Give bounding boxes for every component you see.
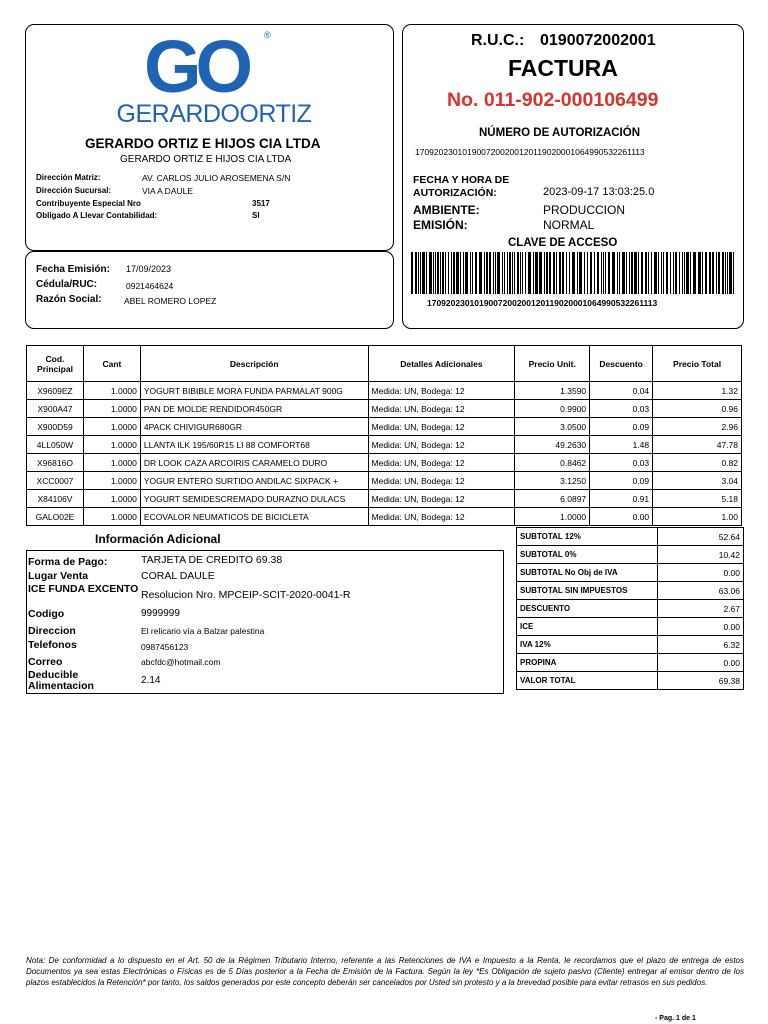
table-row: [27, 418, 742, 436]
col-header-unit-price: Precio Unit.: [515, 346, 590, 382]
totals-label: ICE: [517, 618, 658, 636]
item-code: X9609EZ: [27, 382, 84, 400]
deduct-label-line-1: Deducible: [28, 669, 79, 681]
ice-label: ICE FUNDA EXCENTO: [28, 583, 139, 595]
additional-info-box: [26, 550, 504, 694]
item-code: X84106V: [27, 490, 84, 508]
item-description: DR LOOK CAZA ARCOIRIS CARAMELO DURO: [140, 454, 368, 472]
items-table: [26, 345, 742, 526]
totals-row: [517, 528, 744, 546]
totals-row: [517, 582, 744, 600]
item-unit-price: 0.9900: [515, 400, 590, 418]
totals-row: [517, 636, 744, 654]
payment-value: TARJETA DE CREDITO 69.38: [141, 554, 283, 566]
sale-place-label: Lugar Venta: [28, 570, 89, 582]
totals-label: SUBTOTAL 12%: [517, 528, 658, 546]
code-value: 9999999: [141, 608, 180, 619]
item-qty: 1.0000: [83, 400, 140, 418]
access-key-label: CLAVE DE ACCESO: [508, 237, 618, 249]
item-discount: 0.09: [590, 472, 653, 490]
item-unit-price: 3.1250: [515, 472, 590, 490]
table-row: [27, 436, 742, 454]
item-total: 0.96: [653, 400, 742, 418]
col-header-code: Cod. Principal: [27, 346, 84, 382]
item-unit-price: 1.0000: [515, 508, 590, 526]
totals-label: SUBTOTAL SIN IMPUESTOS: [517, 582, 658, 600]
environment-label: AMBIENTE:: [413, 203, 480, 217]
item-description: 4PACK CHIVIGUR680GR: [140, 418, 368, 436]
totals-value: 6.32: [658, 636, 744, 654]
item-description: YOGURT SEMIDESCREMADO DURAZNO DULACS: [140, 490, 368, 508]
page-number: - Pag. 1 de 1: [655, 1015, 696, 1022]
item-unit-price: 3.0500: [515, 418, 590, 436]
logo-mark: GO: [144, 25, 248, 108]
totals-row: [517, 618, 744, 636]
item-description: PAN DE MOLDE RENDIDOR450GR: [140, 400, 368, 418]
item-qty: 1.0000: [83, 382, 140, 400]
item-unit-price: 6.0897: [515, 490, 590, 508]
accounting-label: Obligado A Llevar Contabilidad:: [36, 211, 158, 220]
item-discount: 1.48: [590, 436, 653, 454]
item-details: Medida: UN, Bodega: 12: [368, 436, 515, 454]
main-address: AV. CARLOS JULIO AROSEMENA S/N: [142, 173, 291, 183]
totals-row: [517, 672, 744, 690]
item-details: Medida: UN, Bodega: 12: [368, 418, 515, 436]
client-name: ABEL ROMERO LOPEZ: [124, 296, 217, 306]
table-row: [27, 508, 742, 526]
item-description: ECOVALOR NEUMATICOS DE BICICLETA: [140, 508, 368, 526]
item-qty: 1.0000: [83, 418, 140, 436]
table-row: [27, 454, 742, 472]
company-name-sub: GERARDO ORTIZ E HIJOS CIA LTDA: [120, 154, 292, 165]
special-taxpayer-label: Contribuyente Especial Nro: [36, 199, 141, 208]
item-discount: 0.03: [590, 454, 653, 472]
item-total: 1.32: [653, 382, 742, 400]
ruc-number: 0190072002001: [540, 32, 656, 49]
item-total: 3.04: [653, 472, 742, 490]
col-header-description: Descripción: [140, 346, 368, 382]
email-label: Correo: [28, 656, 63, 668]
legal-note: Nota: De conformidad a lo dispuesto en el Art. 50 de la Régimen Tributario Interno, referente a las Retenciones de IVA e Impuesto a la Renta, le recordamos que el plazo de entrega de estos Documentos ya sea estas Electrónicas o Físicas es de 5 Días posterior a la Fecha de Emisión de la Factura. Según la ley *Es Obligación de sujeto pasivo (Cliente) entregar al emisor dentro de los plazos establecidos la Retención* por tanto, los saldos generados por este concepto deberán ser cancelados por Usted sin protesto y a la brevedad posible para evitar retrasos en sus pedidos.: [26, 956, 744, 987]
item-total: 1.00: [653, 508, 742, 526]
item-unit-price: 0.8462: [515, 454, 590, 472]
item-details: Medida: UN, Bodega: 12: [368, 490, 515, 508]
item-description: YOGURT BIBIBLE MORA FUNDA PARMALAT 900G: [140, 382, 368, 400]
item-qty: 1.0000: [83, 472, 140, 490]
client-id: 0921464624: [126, 281, 174, 291]
environment-value: PRODUCCION: [543, 203, 626, 217]
item-discount: 0.00: [590, 508, 653, 526]
branch-address: VIA A DAULE: [142, 186, 194, 196]
ice-value: Resolucion Nro. MPCEIP-SCIT-2020-0041-R: [141, 589, 351, 601]
totals-label: VALOR TOTAL: [517, 672, 658, 690]
email-value: abcfdc@hotmail.com: [141, 657, 221, 667]
item-unit-price: 1.3590: [515, 382, 590, 400]
additional-info-title: Información Adicional: [95, 532, 221, 546]
main-address-label: Dirección Matriz:: [36, 173, 101, 182]
totals-value: 0.00: [658, 654, 744, 672]
sale-place-value: CORAL DAULE: [141, 570, 215, 582]
item-code: X96816O: [27, 454, 84, 472]
totals-label: IVA 12%: [517, 636, 658, 654]
logo-brand-name: GERARDOORTIZ: [116, 100, 312, 128]
accounting-value: SI: [252, 211, 260, 220]
item-qty: 1.0000: [83, 436, 140, 454]
auth-date-label-line-2: AUTORIZACIÓN:: [413, 187, 497, 199]
items-header-row: [27, 346, 742, 382]
totals-label: PROPINA: [517, 654, 658, 672]
col-header-discount: Descuento: [590, 346, 653, 382]
item-discount: 0.04: [590, 382, 653, 400]
item-details: Medida: UN, Bodega: 12: [368, 382, 515, 400]
item-code: GALO02E: [27, 508, 84, 526]
item-total: 0.82: [653, 454, 742, 472]
phone-value: 0987456123: [141, 642, 189, 652]
document-type: FACTURA: [508, 55, 618, 81]
emission-value: NORMAL: [543, 218, 595, 232]
totals-value: 52.64: [658, 528, 744, 546]
branch-address-label: Dirección Sucursal:: [36, 186, 112, 195]
totals-row: [517, 546, 744, 564]
item-qty: 1.0000: [83, 454, 140, 472]
address-label: Direccion: [28, 625, 76, 637]
col-header-total: Precio Total: [653, 346, 742, 382]
col-header-details: Detalles Adicionales: [368, 346, 515, 382]
table-row: [27, 472, 742, 490]
item-code: 4LL050W: [27, 436, 84, 454]
item-qty: 1.0000: [83, 508, 140, 526]
item-details: Medida: UN, Bodega: 12: [368, 454, 515, 472]
auth-date: 2023-09-17 13:03:25.0: [543, 186, 655, 198]
issue-date-label: Fecha Emisión:: [36, 264, 110, 275]
totals-value: 0.00: [658, 618, 744, 636]
client-box: [25, 251, 394, 329]
item-total: 47.78: [653, 436, 742, 454]
address-value: El relicario vía a Balzar palestina: [141, 626, 265, 636]
auth-date-label-line-1: FECHA Y HORA DE: [413, 174, 510, 186]
client-id-label: Cédula/RUC:: [36, 279, 98, 290]
totals-value: 69.38: [658, 672, 744, 690]
registered-mark: ®: [264, 30, 271, 40]
invoice-number: No. 011-902-000106499: [447, 89, 659, 111]
code-label: Codigo: [28, 608, 65, 620]
table-row: [27, 382, 742, 400]
item-discount: 0.09: [590, 418, 653, 436]
issue-date: 17/09/2023: [126, 264, 172, 274]
totals-row: [517, 654, 744, 672]
payment-label: Forma de Pago:: [28, 556, 108, 568]
phone-label: Telefonos: [28, 639, 77, 651]
totals-label: SUBTOTAL 0%: [517, 546, 658, 564]
deduct-label-line-2: Alimentacion: [28, 680, 94, 692]
item-description: YOGUR ENTERO SURTIDO ANDILAC SIXPACK +: [140, 472, 368, 490]
totals-row: [517, 564, 744, 582]
access-key-number: 1709202301019007200200120119020001064990532261113: [427, 298, 658, 308]
item-discount: 0.91: [590, 490, 653, 508]
auth-number-label: NÚMERO DE AUTORIZACIÓN: [479, 127, 640, 139]
deduct-value: 2.14: [141, 675, 161, 686]
item-details: Medida: UN, Bodega: 12: [368, 400, 515, 418]
item-code: XCC0007: [27, 472, 84, 490]
totals-table: [516, 527, 744, 690]
client-name-label: Razón Social:: [36, 294, 102, 305]
totals-value: 0.00: [658, 564, 744, 582]
company-name: GERARDO ORTIZ E HIJOS CIA LTDA: [85, 136, 321, 151]
table-row: [27, 400, 742, 418]
item-description: LLANTA ILK 195/60R15 LI 88 COMFORT68: [140, 436, 368, 454]
totals-label: SUBTOTAL No Obj de IVA: [517, 564, 658, 582]
item-code: X900A47: [27, 400, 84, 418]
item-details: Medida: UN, Bodega: 12: [368, 472, 515, 490]
col-header-qty: Cant: [83, 346, 140, 382]
auth-number: 1709202301019007200200120119020001064990532261113: [415, 147, 645, 157]
company-logo: [116, 25, 312, 128]
totals-value: 63.06: [658, 582, 744, 600]
emission-label: EMISIÓN:: [413, 218, 468, 232]
totals-value: 10.42: [658, 546, 744, 564]
item-code: X900D59: [27, 418, 84, 436]
item-unit-price: 49.2630: [515, 436, 590, 454]
totals-row: [517, 600, 744, 618]
item-qty: 1.0000: [83, 490, 140, 508]
item-total: 5.18: [653, 490, 742, 508]
item-details: Medida: UN, Bodega: 12: [368, 508, 515, 526]
item-total: 2.96: [653, 418, 742, 436]
access-key-barcode: [411, 252, 735, 294]
totals-value: 2.67: [658, 600, 744, 618]
ruc-label: R.U.C.:: [471, 32, 525, 49]
item-discount: 0.03: [590, 400, 653, 418]
table-row: [27, 490, 742, 508]
special-taxpayer: 3517: [252, 199, 270, 208]
totals-label: DESCUENTO: [517, 600, 658, 618]
